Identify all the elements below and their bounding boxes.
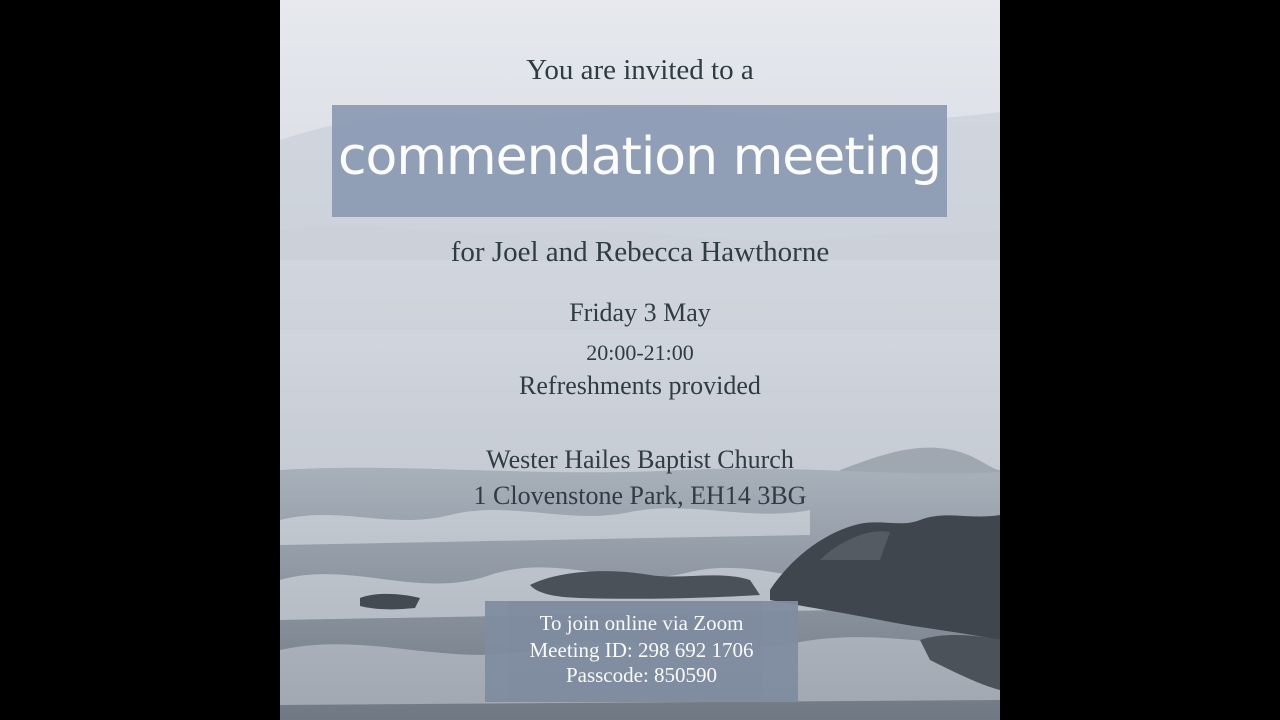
event-title: commendation meeting: [337, 127, 942, 187]
zoom-meeting-id: Meeting ID: 298 692 1706: [529, 638, 754, 662]
title-banner: [332, 105, 947, 217]
event-date: Friday 3 May: [569, 298, 711, 327]
intro-text: You are invited to a: [526, 54, 754, 86]
venue-address: 1 Clovenstone Park, EH14 3BG: [473, 481, 807, 510]
honorees-text: for Joel and Rebecca Hawthorne: [450, 236, 830, 268]
invitation-poster: [280, 0, 1000, 720]
zoom-passcode: Passcode: 850590: [565, 663, 718, 687]
refreshments-note: Refreshments provided: [519, 371, 761, 400]
event-time: 20:00-21:00: [586, 340, 694, 365]
venue-name: Wester Hailes Baptist Church: [486, 445, 794, 474]
zoom-info-box: [485, 601, 798, 702]
zoom-join-text: To join online via Zoom: [539, 611, 744, 635]
